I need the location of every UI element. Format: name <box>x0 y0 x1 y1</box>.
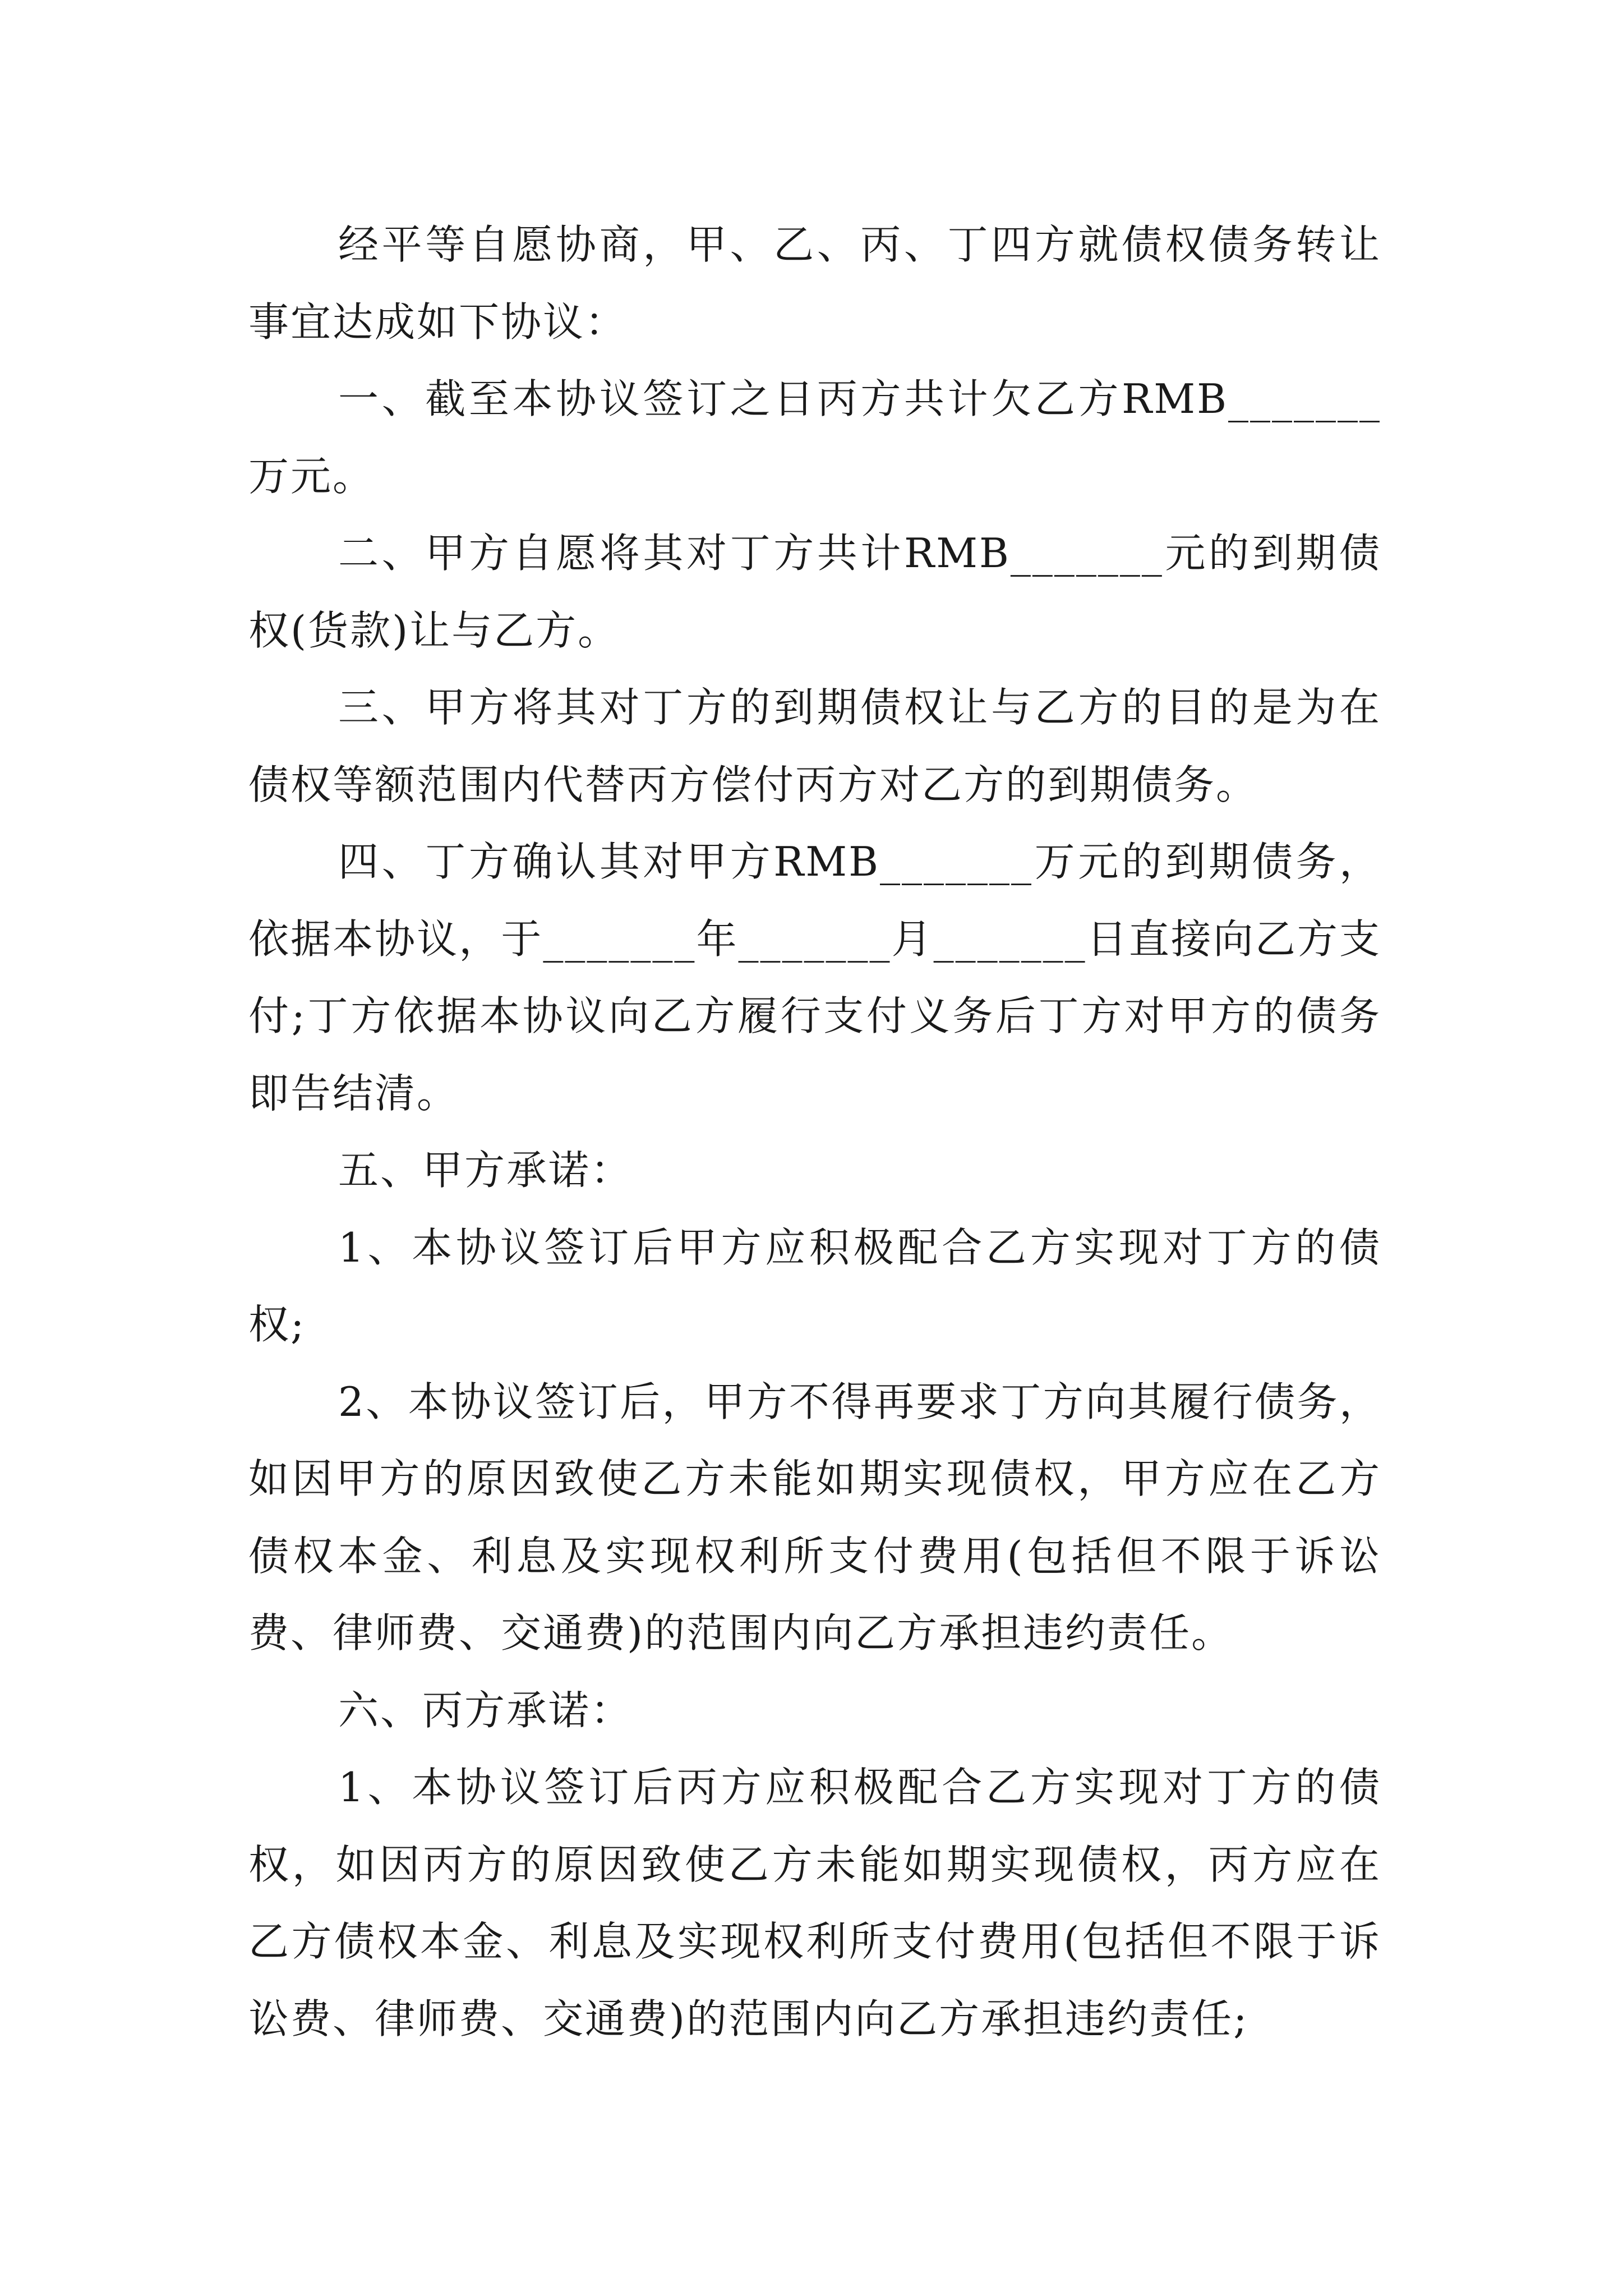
paragraph-clause-6-item-1: 1、本协议签订后丙方应积极配合乙方实现对丁方的债权，如因丙方的原因致使乙方未能如期实现债权，丙方应在乙方债权本金、利息及实现权利所支付费用(包括但不限于诉讼费、律师费、交通费)的范围内向乙方承担违约责任; <box>248 1764 1381 2042</box>
paragraph-clause-3: 三、甲方将其对丁方的到期债权让与乙方的目的是为在债权等额范围内代替丙方偿付丙方对乙方的到期债务。 <box>248 684 1381 808</box>
paragraph-clause-5-item-2: 2、本协议签订后，甲方不得再要求丁方向其履行债务，如因甲方的原因致使乙方未能如期实现债权，甲方应在乙方债权本金、利息及实现权利所支付费用(包括但不限于诉讼费、律师费、交通费)的范围内向乙方承担违约责任。 <box>248 1378 1381 1657</box>
document-body <box>248 206 1381 2058</box>
paragraph-clause-5-item-1: 1、本协议签订后甲方应积极配合乙方实现对丁方的债权; <box>248 1223 1381 1348</box>
paragraph-intro: 经平等自愿协商，甲、乙、丙、丁四方就债权债务转让事宜达成如下协议： <box>248 221 1381 346</box>
paragraph-clause-4: 四、丁方确认其对甲方RMB_______万元的到期债务，依据本协议，于_______年_______月_______日直接向乙方支付;丁方依据本协议向乙方履行支付义务后丁方对甲方的债务即告结清。 <box>248 838 1381 1117</box>
paragraph-clause-5-heading: 五、甲方承诺： <box>338 1147 633 1194</box>
paragraph-clause-2: 二、甲方自愿将其对丁方共计RMB_______元的到期债权(货款)让与乙方。 <box>248 530 1381 654</box>
paragraph-clause-6-heading: 六、丙方承诺： <box>338 1686 633 1734</box>
paragraph-clause-1: 一、截至本协议签订之日丙方共计欠乙方RMB_______万元。 <box>248 375 1381 500</box>
